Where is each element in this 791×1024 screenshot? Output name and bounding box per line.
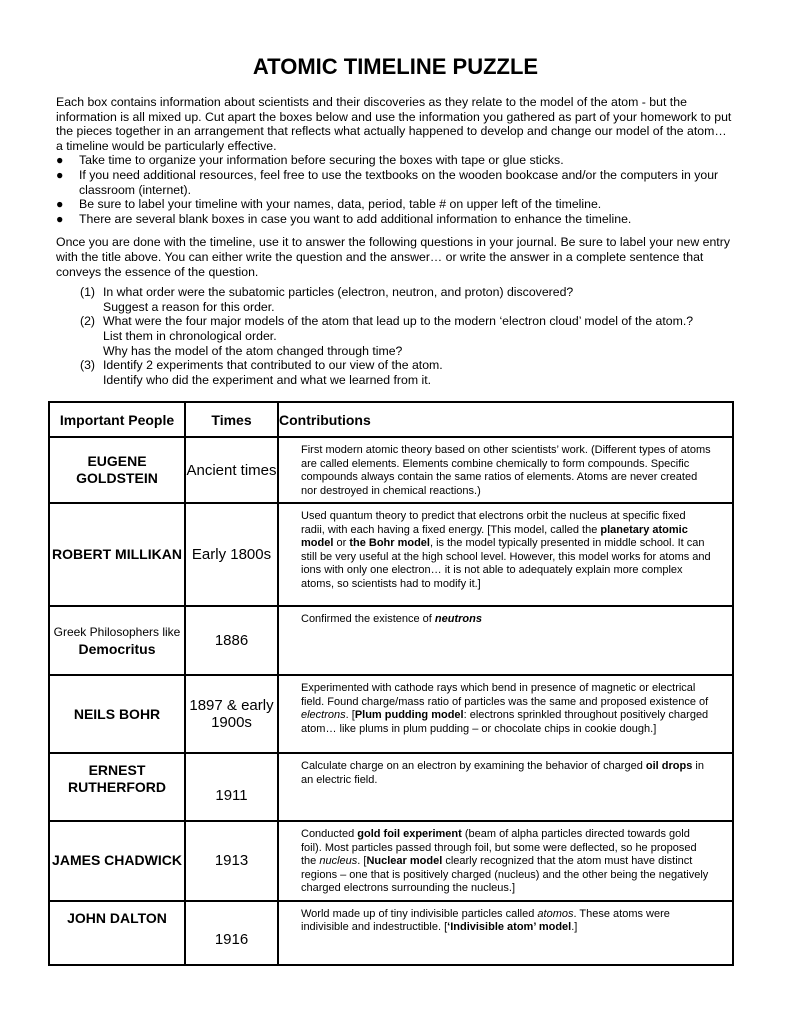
bullet-icon: ● bbox=[56, 211, 64, 226]
journal-instructions: Once you are done with the timeline, use it to answer the following questions in your journal. Be sure to label your new entry with the title above. You can either write the question and the answer… or write the answer in a complete sentence that conveys the essence of the question. bbox=[56, 235, 730, 279]
person-cell: JAMES CHADWICK bbox=[49, 821, 185, 901]
contribution-text: atomos bbox=[537, 907, 574, 920]
person-cell: ERNEST RUTHERFORD bbox=[49, 753, 185, 821]
contribution-text: (beam of alpha particles directed towards gold foil). Most particles passed through foil, but some were deflected, so he proposed the bbox=[301, 828, 697, 867]
contribution-cell bbox=[278, 901, 733, 965]
contribution-text: the Bohr model bbox=[349, 537, 430, 549]
contribution-text: gold foil experiment bbox=[357, 828, 462, 840]
table-row bbox=[49, 437, 733, 503]
question-item: (1) In what order were the subatomic particles (electron, neutron, and proton) discovered? Suggest a reason for this order. bbox=[80, 285, 574, 314]
question-list bbox=[56, 285, 736, 387]
contribution-text: World made up of tiny indivisible particles called bbox=[301, 907, 538, 920]
person-name: Democritus bbox=[78, 641, 156, 657]
contribution-text: Experimented with cathode rays which bend in presence of magnetic or electrical field. Found charge/mass ratio of particles was the same and proposed existence of bbox=[301, 682, 709, 708]
table-row bbox=[49, 675, 733, 753]
instructions bbox=[56, 95, 736, 387]
contribution-text: . These atoms were indivisible and indestructible. [ bbox=[301, 907, 670, 933]
contribution-cell bbox=[278, 437, 733, 503]
table-row bbox=[49, 503, 733, 606]
person-prefix: Greek Philosophers like bbox=[53, 625, 181, 639]
time-cell: 1913 bbox=[185, 821, 278, 901]
contribution-text: in an electric field. bbox=[301, 760, 704, 786]
time-cell: 1916 bbox=[185, 901, 278, 965]
contribution-text: Conducted bbox=[301, 828, 358, 840]
contribution-text: . [ bbox=[345, 709, 355, 721]
contribution-cell bbox=[278, 606, 733, 675]
person-cell: NEILS BOHR bbox=[49, 675, 185, 753]
contribution-text: .] bbox=[571, 921, 578, 933]
contribution-text: clearly recognized that the atom must have distinct regions – one that is positively charged (nucleus) and the other being the negatively charged electrons surrounding the nucleus.] bbox=[301, 855, 709, 894]
time-cell: Ancient times bbox=[185, 437, 278, 503]
tip-item: ● If you need additional resources, feel free to use the textbooks on the wooden bookcase and/or the computers in your classroom (internet). bbox=[56, 167, 719, 197]
contribution-text: : electrons sprinkled throughout positively charged atom… like plums in plum pudding – or chocolate chips in cookie dough.] bbox=[301, 709, 709, 735]
contribution-text: Used quantum theory to predict that electrons orbit the nucleus at specific fixed radii, with each having a fixed energy. [This model, called the bbox=[301, 510, 686, 536]
page-title: ATOMIC TIMELINE PUZZLE bbox=[252, 54, 539, 79]
person-cell: EUGENE GOLDSTEIN bbox=[49, 437, 185, 503]
contribution-cell bbox=[278, 821, 733, 901]
header-times: Times bbox=[185, 402, 278, 437]
contribution-cell bbox=[278, 503, 733, 606]
tips-list bbox=[56, 153, 736, 226]
bullet-icon: ● bbox=[56, 153, 64, 168]
header-contributions: Contributions bbox=[278, 402, 733, 437]
contribution-text: ‘Indivisible atom’ model bbox=[447, 921, 572, 933]
table-row bbox=[49, 901, 733, 965]
contribution-text: nucleus bbox=[319, 855, 358, 867]
tip-item: ● Be sure to label your timeline with your names, data, period, table # on upper left of the timeline. bbox=[56, 197, 602, 212]
contribution-text: , is the model typically presented in middle school. It can still be very useful at the high school level. However, this model works for atoms and ions with only one electron… it is not able to adequately explain more complex atoms, so scientists had to modify it.] bbox=[301, 537, 711, 590]
contribution-text: electrons bbox=[301, 709, 346, 721]
contribution-text: First modern atomic theory based on other scientists’ work. (Different types of atoms are called elements. Elements combine chemically to form compounds. Specific compounds always contain the same ratios of elements. Atoms are never created nor destroyed in chemical reactions.) bbox=[301, 444, 711, 497]
time-cell: 1886 bbox=[185, 606, 278, 675]
time-cell: Early 1800s bbox=[185, 503, 278, 606]
timeline-table bbox=[48, 401, 734, 966]
contribution-text: Confirmed the existence of bbox=[301, 613, 435, 625]
contribution-text: Plum pudding model bbox=[354, 709, 464, 721]
contribution-text: neutrons bbox=[434, 613, 482, 625]
tip-item: ● Take time to organize your information before securing the boxes with tape or glue sticks. bbox=[56, 153, 564, 168]
time-cell: 1911 bbox=[185, 753, 278, 821]
contribution-text: Calculate charge on an electron by examining the behavior of charged bbox=[301, 760, 646, 772]
question-item: (2) What were the four major models of the atom that lead up to the modern ‘electron cloud’ model of the atom.? List them in chronological order. Why has the model of the atom changed through time? bbox=[80, 314, 694, 358]
contribution-text: Nuclear model bbox=[366, 855, 443, 867]
intro-paragraph: Each box contains information about scientists and their discoveries as they relate to the model of the atom - but the information is all mixed up. Cut apart the boxes below and use the information you gathered as part of your homework to put the pieces together in an arrangement that reflects what actually happened to develop and change our model of the atom… a timeline would be particularly effective. bbox=[56, 95, 732, 153]
table-row bbox=[49, 753, 733, 821]
header-important-people: Important People bbox=[49, 402, 185, 437]
tip-item: ● There are several blank boxes in case you want to add additional information to enhance the timeline. bbox=[56, 211, 632, 226]
contribution-text: oil drops bbox=[645, 760, 693, 772]
table-row bbox=[49, 606, 733, 675]
time-cell: 1897 & early 1900s bbox=[185, 675, 278, 753]
person-cell bbox=[49, 606, 185, 675]
contribution-text: or bbox=[333, 537, 350, 549]
contribution-cell bbox=[278, 675, 733, 753]
person-cell: JOHN DALTON bbox=[49, 901, 185, 965]
bullet-icon: ● bbox=[56, 167, 64, 182]
bullet-icon: ● bbox=[56, 197, 64, 212]
contribution-text: . [ bbox=[357, 855, 367, 867]
question-item: (3) Identify 2 experiments that contributed to our view of the atom. Identify who did the experiment and what we learned from it. bbox=[80, 358, 443, 387]
contribution-cell bbox=[278, 753, 733, 821]
person-cell: ROBERT MILLIKAN bbox=[49, 503, 185, 606]
contribution-text: planetary atomic model bbox=[301, 523, 688, 549]
table-row bbox=[49, 821, 733, 901]
table-header-row bbox=[49, 402, 733, 437]
